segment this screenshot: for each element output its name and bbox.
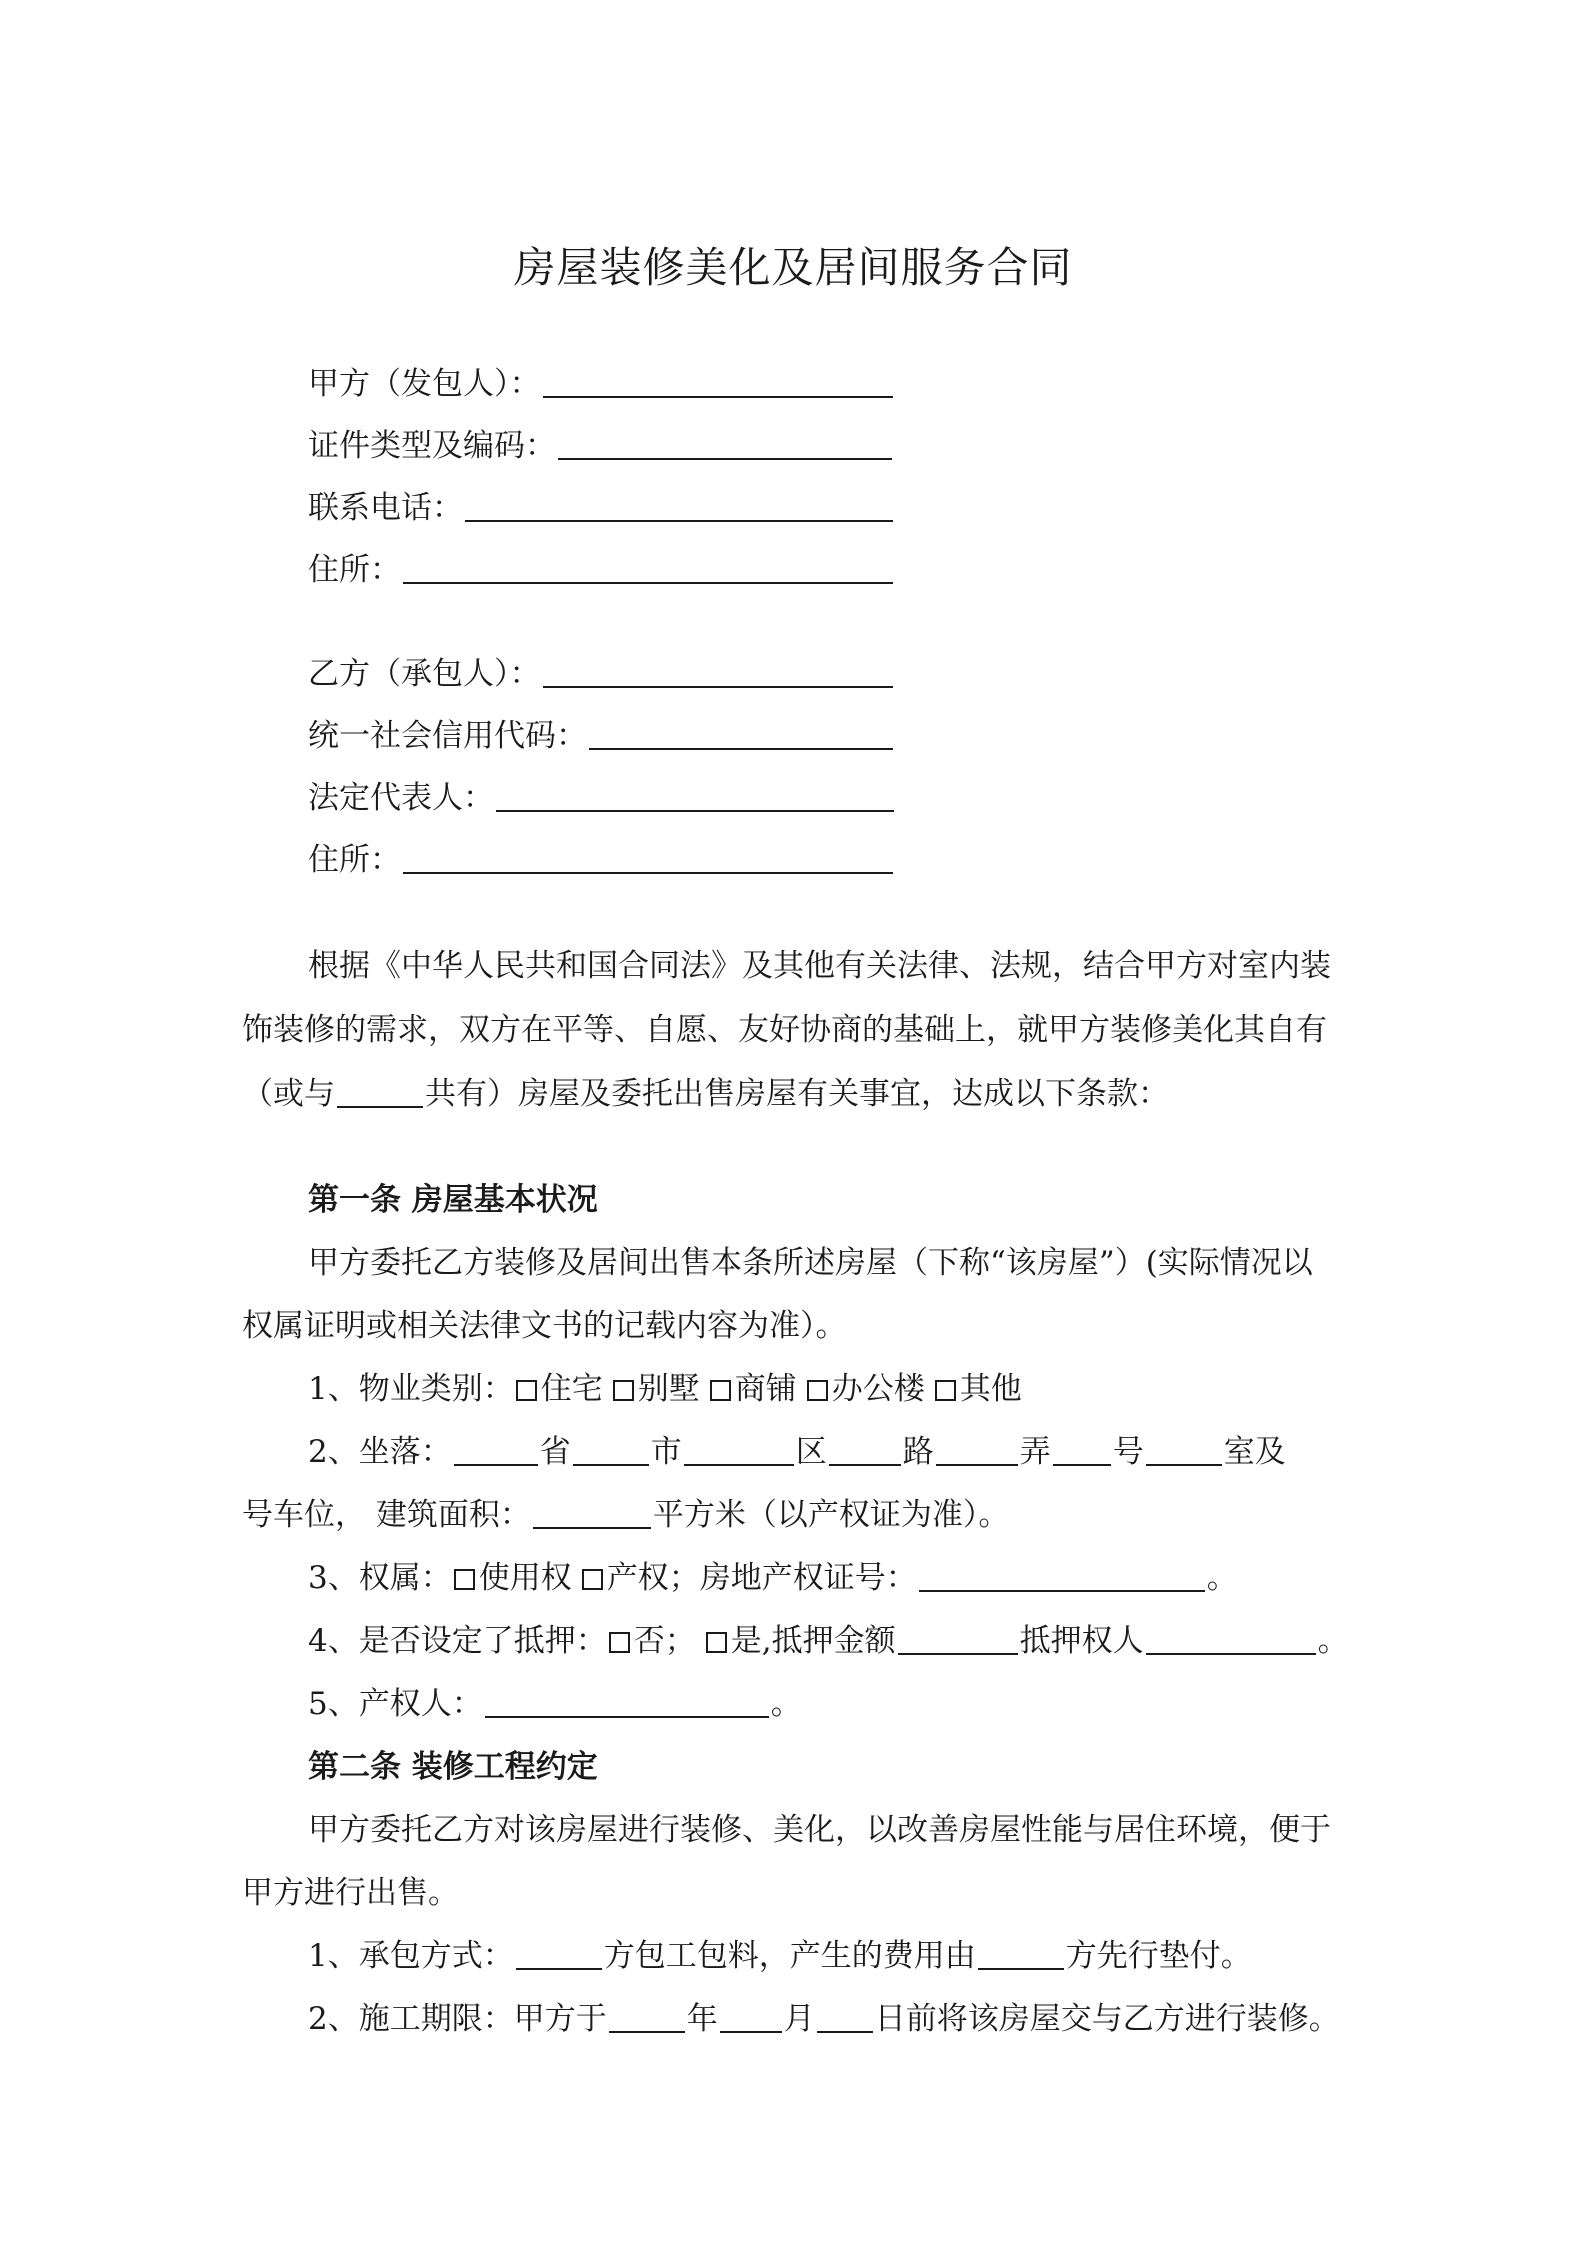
area-unit: 平方米（以产权证为准）。 — [652, 1497, 1010, 1533]
number-blank[interactable] — [1053, 1434, 1111, 1466]
ownership-row — [308, 1558, 1238, 1598]
article-2-intro-line-1: 甲方委托乙方对该房屋进行装修、美化，以改善房屋性能与居住环境，便于 — [308, 1812, 1331, 1848]
article-2-heading: 第二条 装修工程约定 — [308, 1749, 598, 1785]
unit-number: 号 — [1112, 1434, 1144, 1470]
checkbox-residence[interactable] — [516, 1380, 537, 1401]
mortgagee-label: 抵押权人 — [1019, 1623, 1144, 1659]
party-a-name-row — [308, 364, 895, 404]
unit-city: 市 — [650, 1434, 682, 1470]
article-1-intro-line-1: 甲方委托乙方装修及居间出售本条所述房屋（下称“该房屋”）(实际情况以 — [308, 1245, 1313, 1281]
party-b-rep-label: 法定代表人： — [308, 780, 494, 816]
preamble-line-3 — [242, 1074, 1169, 1114]
option-other: 其他 — [959, 1371, 1022, 1407]
construction-period-row — [308, 1999, 1340, 2039]
ownership-end: 。 — [1206, 1560, 1238, 1596]
owner-blank[interactable] — [485, 1686, 769, 1718]
mortgage-amount-blank[interactable] — [898, 1623, 1018, 1655]
mortgagee-blank[interactable] — [1146, 1623, 1316, 1655]
contract-method-end: 方先行垫付。 — [1065, 1938, 1252, 1974]
option-villa: 别墅 — [637, 1371, 700, 1407]
checkbox-office[interactable] — [807, 1380, 828, 1401]
party-b-name-label: 乙方（承包人）： — [308, 656, 541, 692]
day-blank[interactable] — [817, 2001, 873, 2033]
party-b-name-row — [308, 654, 895, 694]
party-b-rep-row — [308, 778, 896, 818]
checkbox-no-mortgage[interactable] — [609, 1632, 630, 1653]
party-b-rep-blank[interactable] — [496, 780, 894, 812]
owner-label: 5、产权人： — [308, 1686, 483, 1722]
party-a-id-label: 证件类型及编码： — [308, 428, 556, 464]
mortgage-end: 。 — [1317, 1623, 1349, 1659]
property-type-label: 1、物业类别： — [308, 1371, 514, 1407]
year-blank[interactable] — [609, 2001, 685, 2033]
party-a-address-label: 住所： — [308, 552, 401, 588]
location-label: 2、坐落： — [308, 1434, 452, 1470]
unit-province: 省 — [539, 1434, 571, 1470]
payer-party-blank[interactable] — [978, 1938, 1064, 1970]
checkbox-villa[interactable] — [613, 1380, 634, 1401]
construction-period-label: 2、施工期限：甲方于 — [308, 2001, 607, 2037]
preamble-line-1: 根据《中华人民共和国合同法》及其他有关法律、法规，结合甲方对室内装 — [308, 948, 1331, 984]
unit-room: 室及 — [1223, 1434, 1286, 1470]
option-property-right: 产权；房地产权证号： — [606, 1560, 917, 1596]
contractor-party-blank[interactable] — [516, 1938, 602, 1970]
checkbox-use-right[interactable] — [454, 1569, 475, 1590]
party-a-name-blank[interactable] — [543, 366, 893, 398]
party-b-credit-row — [308, 716, 895, 756]
co-owner-blank[interactable] — [337, 1076, 423, 1108]
room-blank[interactable] — [1146, 1434, 1222, 1466]
checkbox-mortgage[interactable] — [706, 1632, 727, 1653]
owner-end: 。 — [770, 1686, 802, 1722]
option-office: 办公楼 — [831, 1371, 925, 1407]
party-b-credit-blank[interactable] — [589, 718, 893, 750]
party-a-name-label: 甲方（发包人）： — [308, 366, 541, 402]
unit-lane: 弄 — [1019, 1434, 1051, 1470]
month-unit: 月 — [783, 2001, 815, 2037]
checkbox-shop[interactable] — [710, 1380, 731, 1401]
unit-road: 路 — [902, 1434, 934, 1470]
property-type-row — [308, 1369, 1022, 1409]
article-2-intro-line-2: 甲方进行出售。 — [242, 1875, 459, 1911]
option-no-mortgage: 否； — [633, 1623, 696, 1659]
parking-area-label: 号车位， 建筑面积： — [242, 1497, 531, 1533]
owner-row — [308, 1684, 802, 1724]
preamble-line-2: 饰装修的需求，双方在平等、自愿、友好协商的基础上，就甲方装修美化其自有 — [242, 1012, 1327, 1048]
party-b-address-label: 住所： — [308, 842, 401, 878]
contract-method-label: 1、承包方式： — [308, 1938, 514, 1974]
party-a-phone-label: 联系电话： — [308, 490, 463, 526]
party-b-credit-label: 统一社会信用代码： — [308, 718, 587, 754]
party-a-id-row — [308, 426, 894, 466]
party-a-phone-row — [308, 488, 895, 528]
province-blank[interactable] — [454, 1434, 538, 1466]
option-residence: 住宅 — [540, 1371, 603, 1407]
option-use-right: 使用权 — [478, 1560, 572, 1596]
preamble-line-3-end: 共有）房屋及委托出售房屋有关事宜，达成以下条款： — [425, 1076, 1169, 1112]
lane-blank[interactable] — [936, 1434, 1018, 1466]
party-a-address-row — [308, 550, 895, 590]
preamble-line-3-start: （或与 — [242, 1076, 335, 1112]
party-a-id-blank[interactable] — [558, 428, 892, 460]
option-mortgage-amount: 是,抵押金额 — [730, 1623, 896, 1659]
city-blank[interactable] — [573, 1434, 649, 1466]
unit-district: 区 — [795, 1434, 827, 1470]
party-a-address-blank[interactable] — [403, 552, 893, 584]
location-row — [308, 1432, 1286, 1472]
district-blank[interactable] — [684, 1434, 794, 1466]
checkbox-other[interactable] — [935, 1380, 956, 1401]
year-unit: 年 — [686, 2001, 718, 2037]
checkbox-property-right[interactable] — [582, 1569, 603, 1590]
party-b-address-row — [308, 840, 895, 880]
article-1-heading: 第一条 房屋基本状况 — [308, 1182, 598, 1218]
certificate-number-blank[interactable] — [919, 1560, 1205, 1592]
contract-method-mid: 方包工包料，产生的费用由 — [603, 1938, 976, 1974]
construction-period-end: 日前将该房屋交与乙方进行装修。 — [874, 2001, 1340, 2037]
area-row — [242, 1495, 1009, 1535]
party-a-phone-blank[interactable] — [465, 490, 893, 522]
road-blank[interactable] — [829, 1434, 901, 1466]
contract-method-row — [308, 1936, 1252, 1976]
document-title: 房屋装修美化及居间服务合同 — [513, 243, 1073, 292]
option-shop: 商铺 — [734, 1371, 797, 1407]
mortgage-row — [308, 1621, 1349, 1661]
ownership-label: 3、权属： — [308, 1560, 452, 1596]
month-blank[interactable] — [720, 2001, 782, 2033]
article-1-intro-line-2: 权属证明或相关法律文书的记载内容为准）。 — [242, 1308, 847, 1344]
mortgage-label: 4、是否设定了抵押： — [308, 1623, 607, 1659]
party-b-name-blank[interactable] — [543, 656, 893, 688]
area-blank[interactable] — [533, 1497, 651, 1529]
party-b-address-blank[interactable] — [403, 842, 893, 874]
